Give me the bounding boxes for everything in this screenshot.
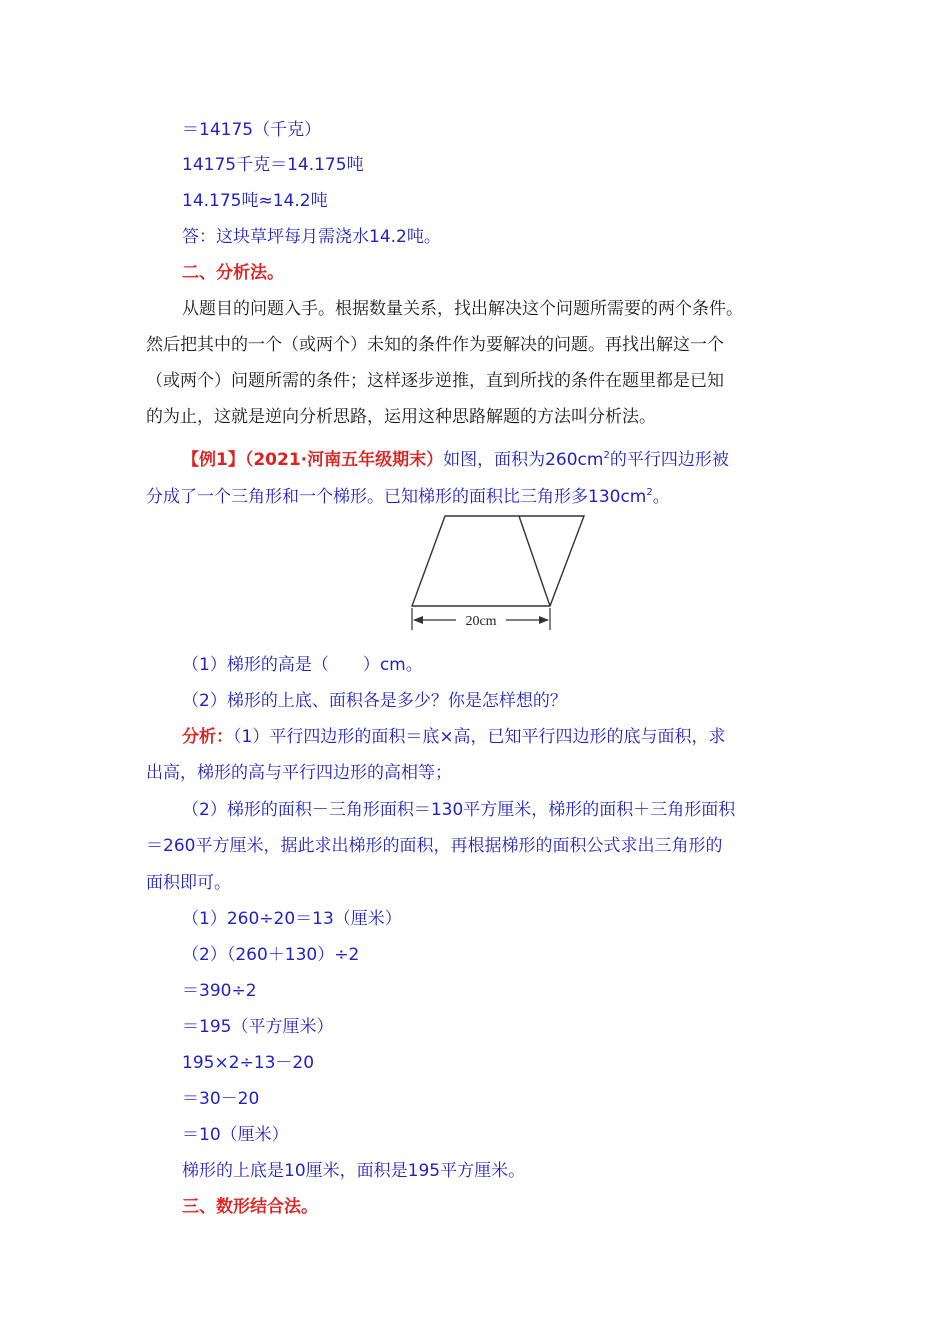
analysis-line: ＝260平方厘米，据此求出梯形的面积，再根据梯形的面积公式求出三角形的 xyxy=(146,836,723,856)
solution-line: ＝30－20 xyxy=(182,1089,260,1109)
paragraph-line: 从题目的问题入手。根据数量关系，找出解决这个问题所需要的两个条件。 xyxy=(182,299,743,319)
solution-line: ＝390÷2 xyxy=(182,981,257,1001)
arrowhead-right xyxy=(539,616,549,624)
question-line: （2）梯形的上底、面积各是多少？你是怎样想的？ xyxy=(182,691,567,711)
parallelogram-figure xyxy=(400,510,600,636)
example-text: 如图，面积为260cm xyxy=(443,450,604,470)
superscript: 2 xyxy=(603,450,610,461)
parallelogram-outline xyxy=(412,516,584,606)
paragraph-line: 然后把其中的一个（或两个）未知的条件作为要解决的问题。再找出解这一个 xyxy=(146,335,724,355)
calc-line: 14.175吨≈14.2吨 xyxy=(182,191,328,211)
calc-line: 14175千克＝14.175吨 xyxy=(182,155,364,175)
example-tag: 【例1】（2021·河南五年级期末） xyxy=(182,450,444,470)
question-line: （1）梯形的高是（ ）cm。 xyxy=(182,655,423,675)
example-prompt-line xyxy=(146,481,670,509)
answer-line: 答：这块草坪每月需浇水14.2吨。 xyxy=(182,227,441,247)
analysis-line xyxy=(182,725,726,749)
answer-line: 梯形的上底是10厘米，面积是195平方厘米。 xyxy=(182,1161,526,1181)
solution-line: ＝195（平方厘米） xyxy=(182,1017,334,1037)
example-text: 的平行四边形被 xyxy=(609,450,729,470)
example-text: 。 xyxy=(652,487,670,507)
solution-line: （1）260÷20＝13（厘米） xyxy=(182,909,402,929)
paragraph-line: （或两个）问题所需的条件；这样逐步逆推，直到所找的条件在题里都是已知 xyxy=(146,371,724,391)
analysis-text: （1）平行四边形的面积＝底×高，已知平行四边形的底与面积，求 xyxy=(233,727,726,747)
example-prompt xyxy=(182,444,729,472)
paragraph-line: 的为止，这就是逆向分析思路，运用这种思路解题的方法叫分析法。 xyxy=(146,407,656,427)
analysis-line: 出高，梯形的高与平行四边形的高相等； xyxy=(146,763,452,783)
analysis-line: （2）梯形的面积－三角形面积＝130平方厘米，梯形的面积＋三角形面积 xyxy=(182,800,736,820)
analysis-label: 分析： xyxy=(182,727,233,747)
section-heading: 二、分析法。 xyxy=(182,263,284,283)
arrowhead-left xyxy=(413,616,423,624)
solution-line: ＝10（厘米） xyxy=(182,1125,289,1145)
solution-line: 195×2÷13－20 xyxy=(182,1053,315,1073)
solution-line: （2）（260＋130）÷2 xyxy=(182,945,360,965)
superscript: 2 xyxy=(646,487,653,498)
calc-line: ＝14175（千克） xyxy=(182,120,322,140)
example-text: 分成了一个三角形和一个梯形。已知梯形的面积比三角形多130cm xyxy=(146,487,647,507)
analysis-line: 面积即可。 xyxy=(146,873,231,893)
base-label: 20cm xyxy=(465,614,497,629)
dividing-line xyxy=(519,516,550,606)
section-heading: 三、数形结合法。 xyxy=(182,1197,318,1217)
